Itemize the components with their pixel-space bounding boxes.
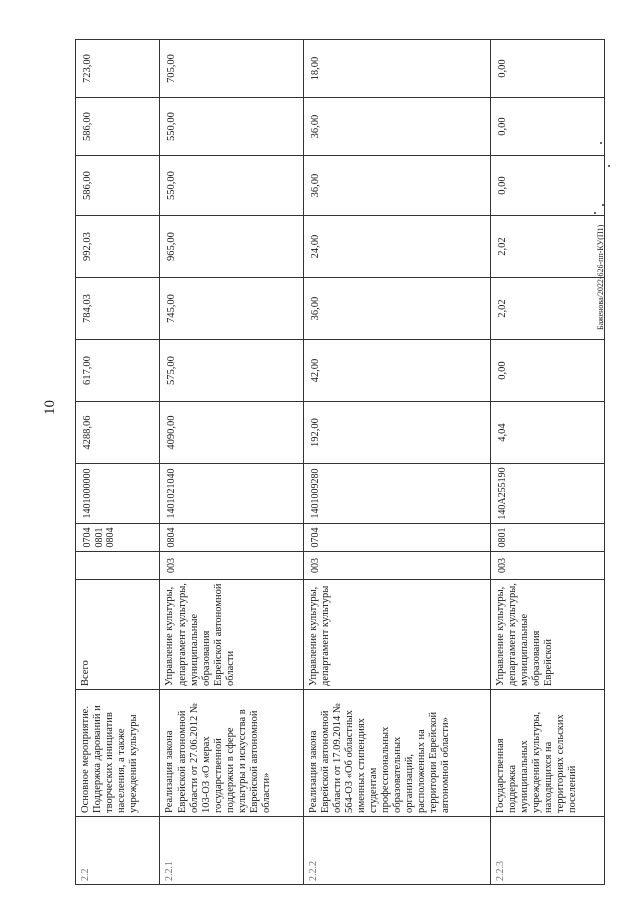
row-value-total: 4288,06	[76, 402, 160, 464]
table-body	[76, 40, 605, 885]
row-executor: Управление культуры, департамент культуры, муниципальные образования Еврейской автономной области	[160, 580, 303, 690]
row-value-5: 550,00	[160, 98, 303, 156]
row-value-1: 42,00	[303, 340, 490, 402]
row-index: 2.2.3	[491, 817, 605, 885]
row-value-5: 586,00	[76, 98, 160, 156]
row-value-2: 784,03	[76, 278, 160, 340]
row-value-4: 550,00	[160, 156, 303, 216]
row-index: 2.2	[76, 817, 160, 885]
row-csr: 140A255190	[491, 464, 605, 524]
row-name: Государственная поддержка муниципальных учреждений культуры, находящихся на территориях сельских поселений	[491, 690, 605, 817]
row-rzpr: 0704 0801 0804	[76, 524, 160, 552]
row-rzpr: 0804	[160, 524, 303, 552]
row-value-1: 0,00	[491, 340, 605, 402]
row-value-6: 723,00	[76, 40, 160, 98]
row-grbs: 003	[491, 552, 605, 580]
row-index: 2.2.1	[160, 817, 303, 885]
table-row	[491, 40, 605, 885]
row-grbs	[76, 552, 160, 580]
rotated-table-container	[75, 40, 605, 885]
row-csr: 1401021040	[160, 464, 303, 524]
row-value-6: 0,00	[491, 40, 605, 98]
row-value-1: 617,00	[76, 340, 160, 402]
row-value-6: 705,00	[160, 40, 303, 98]
row-value-4: 0,00	[491, 156, 605, 216]
row-name: Основное мероприятие. Поддержка дарований и творческих инициатив населения, а также учреждений культуры	[76, 690, 160, 817]
row-value-6: 18,00	[303, 40, 490, 98]
document-footer-note: Баженова/2022-626-пп-КУ(П1)	[596, 224, 605, 330]
row-value-5: 36,00	[303, 98, 490, 156]
row-value-3: 992,03	[76, 216, 160, 278]
table-row	[160, 40, 303, 885]
page-number: 10	[42, 400, 58, 415]
row-value-total: 192,00	[303, 402, 490, 464]
row-name: Реализация закона Еврейской автономной области от 27.06.2012 № 103-ОЗ «О мерах государственной поддержки в сфере культуры и искусства в Еврейской автономной области»	[160, 690, 303, 817]
row-value-total: 4,04	[491, 402, 605, 464]
row-value-total: 4090,00	[160, 402, 303, 464]
row-rzpr: 0801	[491, 524, 605, 552]
row-value-4: 586,00	[76, 156, 160, 216]
row-value-3: 24,00	[303, 216, 490, 278]
row-value-1: 575,00	[160, 340, 303, 402]
table-row	[76, 40, 160, 885]
budget-table	[75, 39, 605, 885]
row-csr: 1401009280	[303, 464, 490, 524]
table-row	[303, 40, 490, 885]
row-value-2: 36,00	[303, 278, 490, 340]
row-csr: 1401000000	[76, 464, 160, 524]
row-value-5: 0,00	[491, 98, 605, 156]
row-executor: Управление культуры, департамент культуры	[303, 580, 490, 690]
row-value-2: 745,00	[160, 278, 303, 340]
row-rzpr: 0704	[303, 524, 490, 552]
row-index: 2.2.2	[303, 817, 490, 885]
row-grbs: 003	[303, 552, 490, 580]
row-value-4: 36,00	[303, 156, 490, 216]
row-value-3: 2,02	[491, 216, 605, 278]
row-executor: Всего	[76, 580, 160, 690]
row-executor: Управление культуры, департамент культуры, муниципальные образования Еврейской	[491, 580, 605, 690]
row-grbs: 003	[160, 552, 303, 580]
row-value-2: 2,02	[491, 278, 605, 340]
row-value-3: 965,00	[160, 216, 303, 278]
row-name: Реализация закона Еврейской автономной области от 17.09.2014 № 564-ОЗ «Об областных именных стипендиях студентам профессиональных образовательных организаций, расположенных на территории Еврейской автономной области»	[303, 690, 490, 817]
